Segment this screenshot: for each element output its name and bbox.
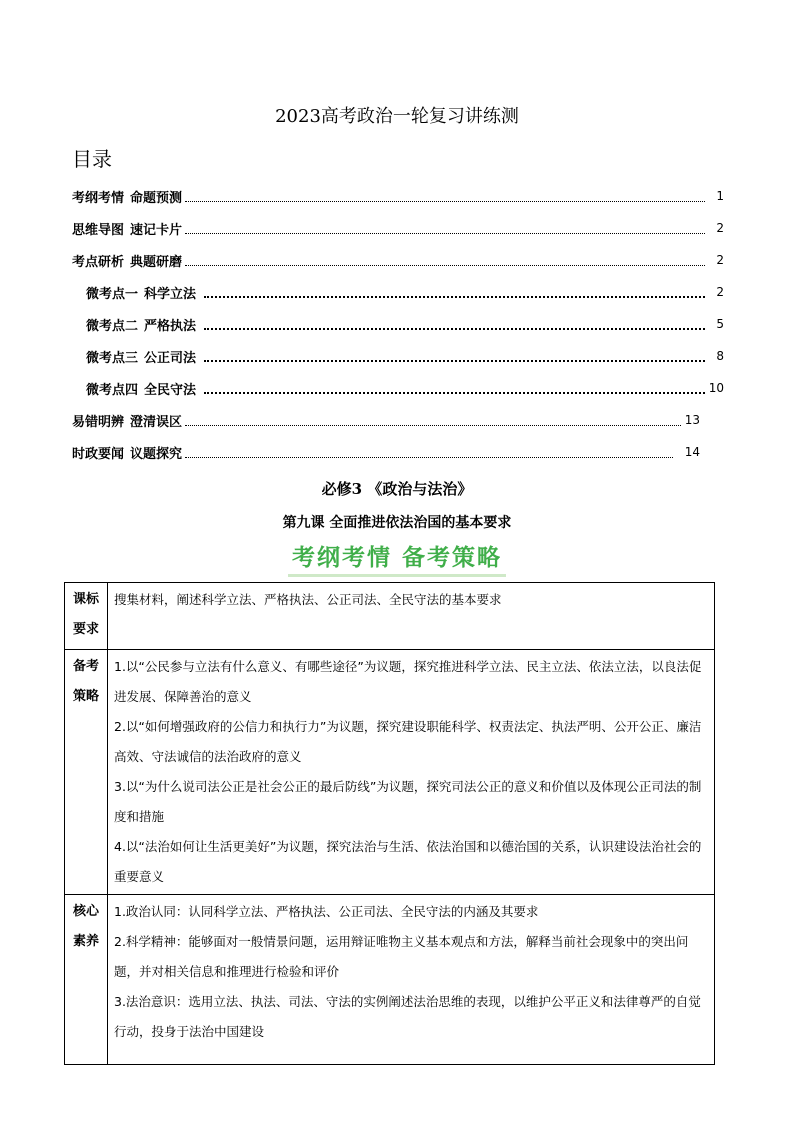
toc-leader-dots: [185, 447, 673, 458]
content-line: 2.科学精神：能够面对一般情景问题，运用辩证唯物主义基本观点和方法，解释当前社会现象中的突出问题，并对相关信息和推理进行检验和评价: [114, 934, 689, 979]
toc-entry-label: 时政要闻 议题探究: [72, 446, 183, 462]
lesson-title: 第九课 全面推进依法治国的基本要求: [282, 515, 512, 531]
toc-leader-dots: [185, 255, 705, 266]
toc-entry[interactable]: [72, 436, 700, 468]
row-label-line: 策略: [72, 689, 99, 704]
toc-entry-sub[interactable]: [72, 372, 724, 404]
toc-leader-dots: [185, 191, 705, 202]
section-banner: [0, 544, 794, 577]
toc-entry-sub[interactable]: [72, 276, 724, 308]
toc-entry[interactable]: [72, 212, 724, 244]
toc-entry[interactable]: [72, 404, 700, 436]
content-line: 1.政治认同：认同科学立法、严格执法、公正司法、全民守法的内涵及其要求: [114, 904, 539, 919]
toc-page-number: 2: [716, 253, 724, 267]
section-title: 必修3 《政治与法治》: [321, 480, 473, 498]
toc-entry[interactable]: [72, 244, 724, 276]
toc-page-number: 14: [684, 445, 700, 459]
row-content: [108, 583, 715, 650]
toc-leader-dots: [204, 351, 705, 362]
row-label-line: 备考: [72, 659, 99, 674]
toc-entry-sub[interactable]: [72, 340, 724, 372]
toc-page-number: 5: [716, 317, 724, 331]
toc-leader-dots: [204, 319, 705, 330]
toc-page-number: 8: [716, 349, 724, 363]
row-label-line: 素养: [72, 934, 99, 949]
content-line: 3.以“为什么说司法公正是社会公正的最后防线”为议题，探究司法公正的意义和价值以及体现公正司法的制度和措施: [114, 779, 702, 824]
banner-text: 考纲考情 备考策略: [288, 544, 506, 577]
table-row: [65, 895, 715, 1065]
row-label: [65, 895, 108, 1065]
toc-entry-label: 考纲考情 命题预测: [72, 190, 183, 206]
content-line: 3.法治意识：选用立法、执法、司法、守法的实例阐述法治思维的表现，以维护公平正义和法律尊严的自觉行动，投身于法治中国建设: [114, 994, 701, 1039]
requirements-table: [64, 582, 715, 1065]
toc-heading: 目录: [72, 147, 112, 171]
document-title: 2023高考政治一轮复习讲练测: [275, 106, 519, 127]
toc-entry-label: 易错明辨 澄清误区: [72, 414, 183, 430]
toc-entry-label: 微考点二 严格执法: [86, 318, 197, 334]
toc-entry-label: 微考点一 科学立法: [86, 286, 197, 302]
toc-entry-label: 微考点三 公正司法: [86, 350, 197, 366]
content-line: 4.以“法治如何让生活更美好”为议题，探究法治与生活、依法治国和以德治国的关系，认识建设法治社会的重要意义: [114, 839, 702, 884]
table-row: [65, 650, 715, 895]
toc-page-number: 2: [716, 285, 724, 299]
row-label: [65, 583, 108, 650]
content-line: 搜集材料，阐述科学立法、严格执法、公正司法、全民守法的基本要求: [114, 592, 502, 607]
toc-leader-dots: [185, 223, 705, 234]
toc-page-number: 1: [716, 189, 724, 203]
row-label: [65, 650, 108, 895]
content-line: 1.以“公民参与立法有什么意义、有哪些途径”为议题，探究推进科学立法、民主立法、依法立法，以良法促进发展、保障善治的意义: [114, 659, 702, 704]
row-label-line: 核心: [72, 904, 99, 919]
toc-entry-label: 考点研析 典题研磨: [72, 254, 183, 270]
content-line: 2.以“如何增强政府的公信力和执行力”为议题，探究建设职能科学、权责法定、执法严明、公开公正、廉洁高效、守法诚信的法治政府的意义: [114, 719, 702, 764]
toc-leader-dots: [204, 287, 705, 298]
table-row: [65, 583, 715, 650]
row-content: [108, 650, 715, 895]
toc-page-number: 2: [716, 221, 724, 235]
toc-entry-label: 思维导图 速记卡片: [72, 222, 183, 238]
toc-leader-dots: [204, 383, 705, 394]
row-content: [108, 895, 715, 1065]
toc-page-number: 13: [684, 413, 700, 427]
row-label-line: 课标: [72, 592, 99, 607]
toc-entry[interactable]: [72, 180, 724, 212]
toc-entry-sub[interactable]: [72, 308, 724, 340]
table-of-contents: [72, 180, 724, 468]
toc-page-number: 10: [708, 381, 724, 395]
toc-entry-label: 微考点四 全民守法: [86, 382, 197, 398]
row-label-line: 要求: [72, 622, 99, 637]
toc-leader-dots: [185, 415, 681, 426]
